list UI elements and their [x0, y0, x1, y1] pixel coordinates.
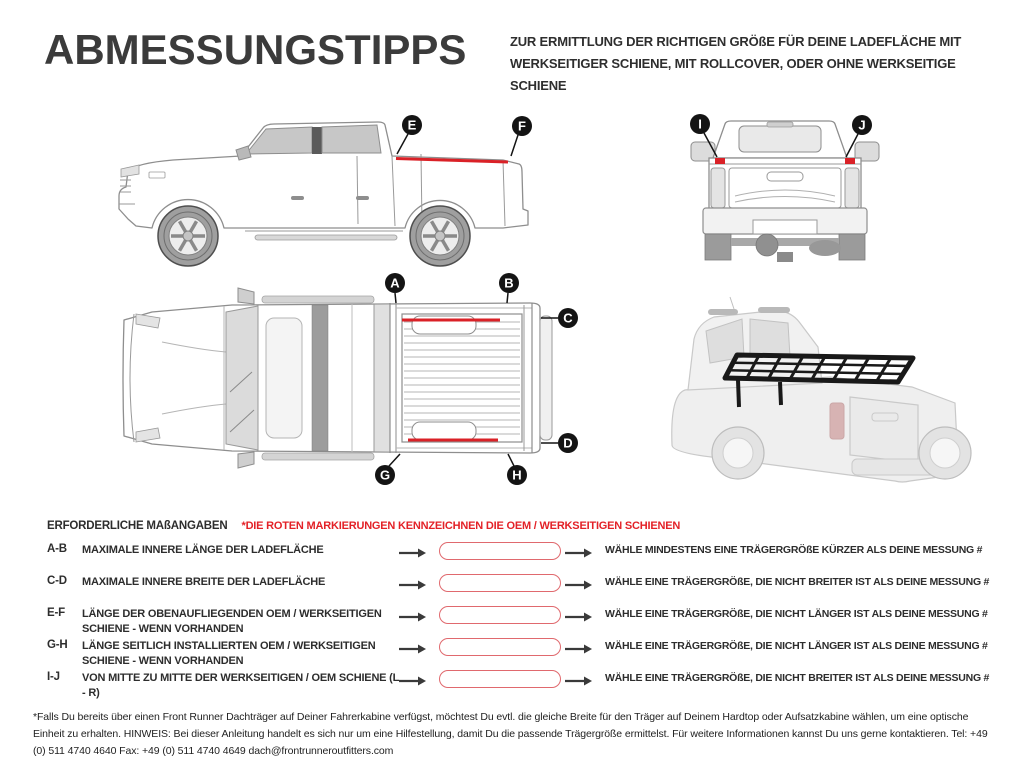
- red-markings-note: *DIE ROTEN MARKIERUNGEN KENNZEICHNEN DIE OEM / WERKSEITIGEN SCHIENEN: [241, 520, 681, 532]
- arrow-right-icon: [565, 580, 592, 590]
- rear-window: [739, 126, 821, 152]
- top-side-step-upper: [262, 296, 374, 303]
- measurement-input-ij[interactable]: [439, 670, 561, 688]
- svg-text:B: B: [504, 275, 514, 291]
- measurement-input-ab[interactable]: [439, 542, 561, 560]
- measurements-heading-row: [47, 516, 680, 534]
- side-mirror: [236, 146, 251, 160]
- marker-f: [511, 116, 532, 156]
- arrow-right-icon: [399, 580, 426, 590]
- marker-h: [507, 454, 527, 485]
- row-description: MAXIMALE INNERE LÄNGE DER LADEFLÄCHE: [82, 544, 324, 556]
- row-label: A-B: [47, 543, 67, 555]
- row-instruction: WÄHLE EINE TRÄGERGRÖßE, DIE NICHT BREITER IST ALS DEINE MESSUNG #: [605, 672, 990, 684]
- rear-undercarriage: [705, 234, 865, 262]
- rear-bumper-step: [753, 220, 817, 234]
- top-side-step-lower: [262, 453, 374, 460]
- top-mirror-upper: [238, 288, 254, 304]
- rear-tail-light-right: [845, 168, 859, 208]
- truck-top-view-diagram: [112, 272, 590, 497]
- footnote-text: *Falls Du bereits über einen Front Runner Dachträger auf Deiner Fahrerkabine verfügst, möchtest Du evtl. die gleiche Breite für den Träger auf Deinem Hardtop oder Aufsatzkabine wählen, um eine optische Einheit zu erhalten. HINWEIS: Bei dieser Anleitung handelt es sich nur um eine Hilfestellung, damit Du die passende Trägergröße ermittelst. Für weitere Informationen kannst Du uns gerne kontaktieren. Tel: +49 (0) 511 4740 4640 Fax: +49 (0) 511 4740 4649 dach@frontrunneroutfitters.com: [33, 711, 988, 757]
- marker-g: [375, 454, 400, 485]
- page-title: ABMESSUNGSTIPPS: [44, 26, 467, 73]
- arrow-right-icon: [399, 612, 426, 622]
- ghost-truck: [672, 297, 971, 482]
- row-label: I-J: [47, 671, 60, 683]
- row-instruction: WÄHLE MINDESTENS EINE TRÄGERGRÖßE KÜRZER ALS DEINE MESSUNG #: [605, 544, 983, 556]
- row-description: LÄNGE DER OBENAUFLIEGENDEN OEM / WERKSEITIGEN SCHIENE - WENN VORHANDEN: [82, 608, 382, 635]
- row-description: MAXIMALE INNERE BREITE DER LADEFLÄCHE: [82, 576, 326, 588]
- top-wheel-hump-lower: [412, 422, 476, 440]
- side-rear-window: [322, 125, 381, 153]
- rear-tail-light-left: [711, 168, 725, 208]
- row-instruction: WÄHLE EINE TRÄGERGRÖßE, DIE NICHT BREITER IST ALS DEINE MESSUNG #: [605, 576, 990, 588]
- measurement-input-cd[interactable]: [439, 574, 561, 592]
- rear-brake-light: [767, 122, 793, 127]
- top-windshield: [226, 306, 258, 450]
- arrow-right-icon: [565, 612, 592, 622]
- side-rear-wheel: [410, 206, 470, 266]
- measurement-row-ef: [47, 605, 1007, 637]
- rear-tailgate: [729, 168, 841, 208]
- arrow-right-icon: [565, 548, 592, 558]
- top-rear-window-band: [374, 305, 390, 451]
- svg-text:C: C: [563, 310, 573, 326]
- row-description: LÄNGE SEITLICH INSTALLIERTEN OEM / WERKSEITIGEN SCHIENE - WENN VORHANDEN: [82, 640, 376, 667]
- truck-rear-view-diagram: [675, 112, 895, 267]
- side-door-handle-front: [291, 196, 304, 200]
- measurement-row-ij: [47, 669, 1007, 701]
- svg-text:I: I: [698, 116, 702, 132]
- measurement-row-cd: [47, 573, 1007, 605]
- side-door-handle-rear: [356, 196, 369, 200]
- svg-text:E: E: [407, 117, 417, 133]
- measurements-heading: ERFORDERLICHE MAßANGABEN: [47, 520, 228, 532]
- arrow-right-icon: [565, 644, 592, 654]
- side-front-wheel: [158, 206, 218, 266]
- row-description: VON MITTE ZU MITTE DER WERKSEITIGEN / OEM SCHIENE (L - R): [82, 672, 399, 699]
- marker-a: [385, 273, 405, 303]
- measurement-input-ef[interactable]: [439, 606, 561, 624]
- top-rear-bumper: [540, 316, 552, 440]
- measurement-row-gh: [47, 637, 1007, 669]
- top-sunroof: [266, 318, 302, 438]
- svg-text:H: H: [512, 467, 522, 483]
- arrow-right-icon: [399, 676, 426, 686]
- svg-text:F: F: [518, 118, 526, 134]
- svg-text:D: D: [563, 435, 573, 451]
- row-label: E-F: [47, 607, 65, 619]
- page-subtitle: ZUR ERMITTLUNG DER RICHTIGEN GRÖßE FÜR DEINE LADEFLÄCHE MIT WERKSEITIGER SCHIENE, MIT ROLLCOVER, ODER OHNE WERKSEITIGE SCHIENE: [510, 34, 962, 93]
- truck-side-view-diagram: [105, 112, 555, 267]
- marker-e: [397, 115, 422, 154]
- svg-text:A: A: [390, 275, 400, 291]
- svg-text:G: G: [379, 467, 391, 483]
- top-mirror-lower: [238, 452, 254, 468]
- top-roof-band: [312, 305, 328, 451]
- marker-b: [499, 273, 519, 303]
- truck-with-rack-render: [650, 295, 995, 495]
- arrow-right-icon: [399, 548, 426, 558]
- measurement-row-ab: [47, 541, 1007, 573]
- side-b-pillar: [312, 127, 322, 154]
- arrow-right-icon: [565, 676, 592, 686]
- red-rail-marking-rear-left: [715, 158, 725, 164]
- side-step-bar: [255, 235, 397, 240]
- arrow-right-icon: [399, 644, 426, 654]
- row-label: C-D: [47, 575, 67, 587]
- red-rail-marking-rear-right: [845, 158, 855, 164]
- row-label: G-H: [47, 639, 68, 651]
- row-instruction: WÄHLE EINE TRÄGERGRÖßE, DIE NICHT LÄNGER IST ALS DEINE MESSUNG #: [605, 608, 988, 620]
- measurement-input-gh[interactable]: [439, 638, 561, 656]
- row-instruction: WÄHLE EINE TRÄGERGRÖßE, DIE NICHT LÄNGER IST ALS DEINE MESSUNG #: [605, 640, 988, 652]
- svg-text:J: J: [858, 117, 866, 133]
